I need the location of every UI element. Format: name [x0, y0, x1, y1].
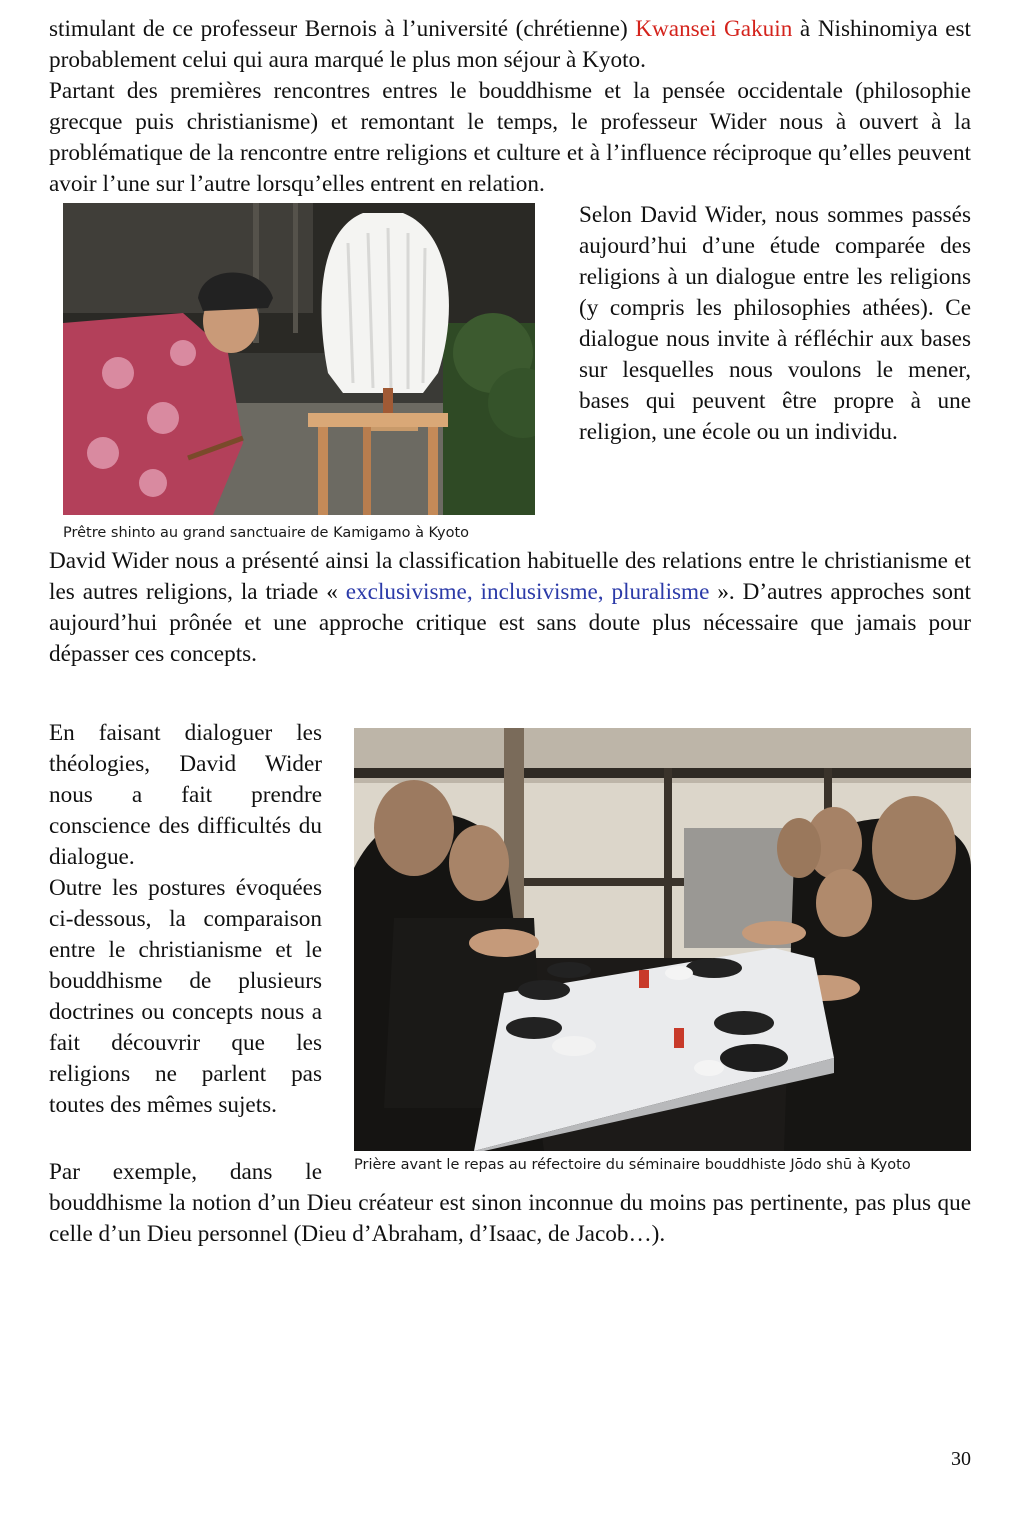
paragraph-triad — [49, 546, 971, 670]
paragraph-text: ». D’autres approches sont aujourd’hui prônée et une approche critique est sans doute plus nécessaire que jamais pour dépasser ces concepts. — [49, 579, 971, 667]
paragraph-text: David Wider nous a présenté ainsi la classification habituelle des relations entre le christianisme et les autres religions, la triade « — [49, 548, 971, 605]
paragraph-text: à Nishinomiya est probablement celui qui aura marqué le plus mon séjour à Kyoto. — [49, 16, 971, 73]
paragraph-example: Par exemple, dans le bouddhisme la notion d’un Dieu créateur est sinon inconnue du moins pas pertinente, pas plus que celle d’un Dieu personnel (Dieu d’Abraham, d’Isaac, de Jacob…). — [49, 1159, 971, 1247]
shinto-photo-caption: Prêtre shinto au grand sanctuaire de Kamigamo à Kyoto — [63, 525, 470, 541]
page-number: 30 — [951, 1448, 971, 1470]
figure-shinto-priest — [63, 203, 549, 546]
refectory-photo-caption: Prière avant le repas au réfectoire du séminaire bouddhiste Jōdo shū à Kyoto — [354, 1157, 911, 1173]
triad-link[interactable]: exclusivisme, inclusivisme, pluralisme — [345, 579, 710, 605]
paragraph-theologies: En faisant dialoguer les théologies, David Wider nous a fait prendre conscience des difficultés du dialogue. — [49, 720, 322, 870]
shinto-priest-photo — [63, 203, 535, 515]
paragraph-david-wider: Selon David Wider, nous sommes passés aujourd’hui d’une étude comparée des religions à un dialogue entre les religions (y compris les philosophies athées). Ce dialogue nous invite à réfléchir aux bases sur lesquelles nous voulons le mener, bases qui peuvent être propre à une religion, une école ou un individu. — [579, 202, 971, 445]
paragraph-intro — [49, 14, 971, 76]
paragraph-comparison: Outre les postures évoquées ci-dessous, la comparaison entre le christianisme et le bouddhisme de plusieurs doctrines ou concepts nous a fait découvrir que les religions ne parlent pas toutes des mêmes sujets. — [49, 875, 322, 1118]
paragraph-text: stimulant de ce professeur Bernois à l’université (chrétienne) — [49, 16, 636, 42]
document-page — [49, 14, 971, 1250]
refectory-photo — [354, 728, 971, 1151]
kwansei-gakuin-link[interactable]: Kwansei Gakuin — [635, 16, 793, 42]
paragraph-encounter: Partant des premières rencontres entres le bouddhisme et la pensée occidentale (philosophie grecque puis christianisme) et remontant le temps, le professeur Wider nous à ouvert à la problématique de la rencontre entre religions et culture et à l’influence réciproque qu’elles peuvent avoir l’une sur l’autre lorsqu’elles entrent en relation. — [49, 78, 971, 197]
paragraph-gap — [49, 670, 971, 718]
figure-refectory — [354, 728, 971, 1176]
